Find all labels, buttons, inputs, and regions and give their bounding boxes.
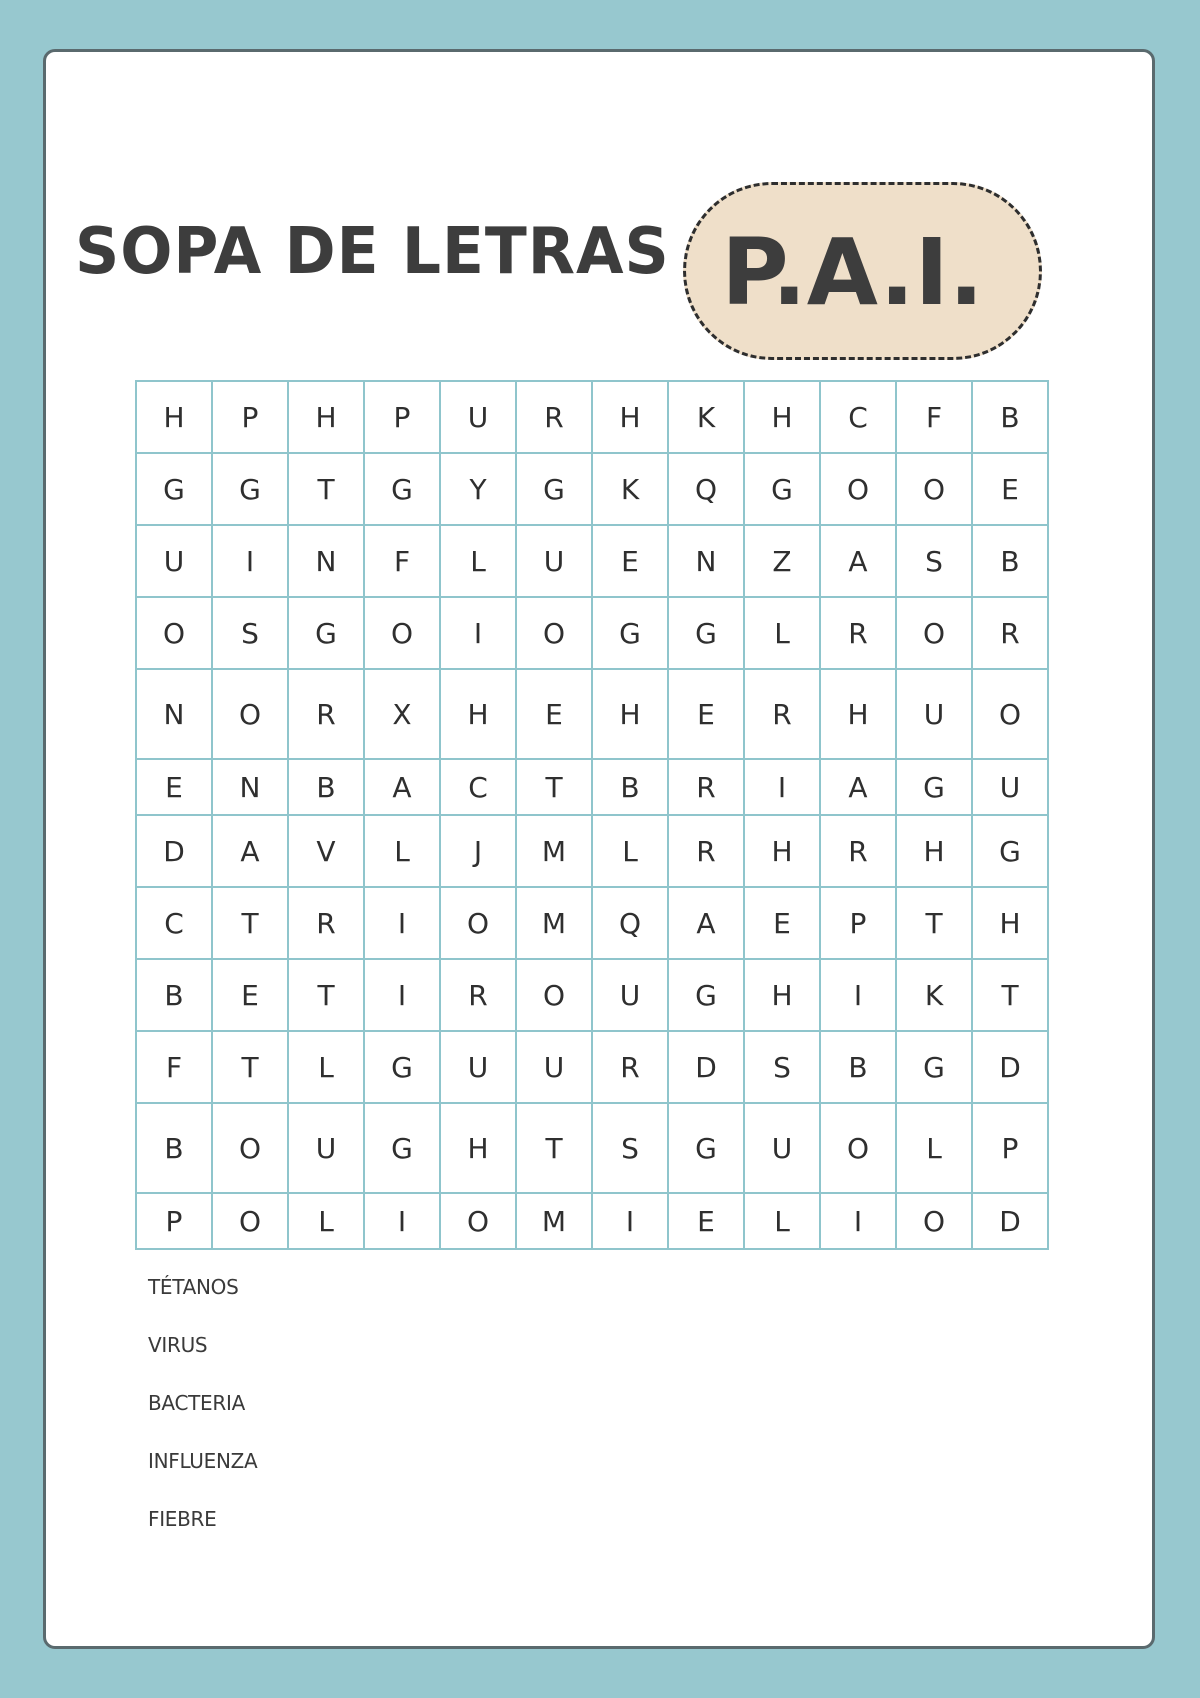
grid-cell[interactable]: D xyxy=(668,1031,744,1103)
grid-cell[interactable]: A xyxy=(212,815,288,887)
grid-cell[interactable]: P xyxy=(364,381,440,453)
grid-cell[interactable]: E xyxy=(972,453,1048,525)
pai-badge xyxy=(683,182,1042,360)
grid-cell[interactable]: K xyxy=(592,453,668,525)
grid-cell[interactable]: M xyxy=(516,815,592,887)
grid-cell[interactable]: R xyxy=(972,597,1048,669)
grid-row xyxy=(136,381,1048,453)
grid-row xyxy=(136,815,1048,887)
grid-cell[interactable]: A xyxy=(364,759,440,815)
grid-cell[interactable]: O xyxy=(440,887,516,959)
grid-row xyxy=(136,1193,1048,1249)
grid-cell[interactable]: A xyxy=(820,759,896,815)
grid-cell[interactable]: G xyxy=(972,815,1048,887)
grid-cell[interactable]: C xyxy=(136,887,212,959)
grid-cell[interactable]: T xyxy=(972,959,1048,1031)
grid-cell[interactable]: T xyxy=(516,1103,592,1193)
grid-cell[interactable]: E xyxy=(516,669,592,759)
grid-cell[interactable]: H xyxy=(744,381,820,453)
grid-cell[interactable]: H xyxy=(592,381,668,453)
grid-cell[interactable]: H xyxy=(440,669,516,759)
grid-cell[interactable]: H xyxy=(972,887,1048,959)
word-search-grid xyxy=(135,380,1049,1250)
grid-cell[interactable]: B xyxy=(136,959,212,1031)
grid-cell[interactable]: L xyxy=(288,1193,364,1249)
grid-cell[interactable]: O xyxy=(212,1193,288,1249)
grid-cell[interactable]: R xyxy=(668,815,744,887)
grid-cell[interactable]: G xyxy=(744,453,820,525)
grid-row xyxy=(136,759,1048,815)
grid-cell[interactable]: E xyxy=(668,1193,744,1249)
grid-cell[interactable]: L xyxy=(440,525,516,597)
grid-cell[interactable]: G xyxy=(212,453,288,525)
grid-cell[interactable]: K xyxy=(668,381,744,453)
grid-cell[interactable]: R xyxy=(592,1031,668,1103)
grid-cell[interactable]: L xyxy=(896,1103,972,1193)
grid-cell[interactable]: O xyxy=(972,669,1048,759)
grid-cell[interactable]: V xyxy=(288,815,364,887)
grid-cell[interactable]: F xyxy=(896,381,972,453)
grid-cell[interactable]: R xyxy=(820,815,896,887)
grid-cell[interactable]: H xyxy=(136,381,212,453)
grid-cell[interactable]: E xyxy=(212,959,288,1031)
grid-cell[interactable]: I xyxy=(364,887,440,959)
grid-cell[interactable]: D xyxy=(972,1193,1048,1249)
grid-cell[interactable]: O xyxy=(212,1103,288,1193)
grid-cell[interactable]: I xyxy=(364,1193,440,1249)
grid-cell[interactable]: P xyxy=(820,887,896,959)
grid-cell[interactable]: G xyxy=(896,759,972,815)
grid-cell[interactable]: F xyxy=(364,525,440,597)
grid-cell[interactable]: T xyxy=(516,759,592,815)
grid-cell[interactable]: G xyxy=(516,453,592,525)
grid-cell[interactable]: F xyxy=(136,1031,212,1103)
grid-cell[interactable]: O xyxy=(212,669,288,759)
grid-cell[interactable]: N xyxy=(668,525,744,597)
grid-cell[interactable]: I xyxy=(744,759,820,815)
grid-cell[interactable]: X xyxy=(364,669,440,759)
worksheet-title: SOPA DE LETRAS xyxy=(75,215,670,289)
grid-cell[interactable]: U xyxy=(288,1103,364,1193)
grid-row xyxy=(136,1103,1048,1193)
grid-cell[interactable]: L xyxy=(288,1031,364,1103)
grid-cell[interactable]: B xyxy=(972,525,1048,597)
grid-cell[interactable]: G xyxy=(136,453,212,525)
grid-cell[interactable]: L xyxy=(744,597,820,669)
grid-cell[interactable]: I xyxy=(440,597,516,669)
grid-cell[interactable]: N xyxy=(288,525,364,597)
grid-cell[interactable]: O xyxy=(440,1193,516,1249)
grid-cell[interactable]: H xyxy=(896,815,972,887)
grid-cell[interactable]: H xyxy=(592,669,668,759)
grid-cell[interactable]: T xyxy=(288,453,364,525)
grid-cell[interactable]: O xyxy=(364,597,440,669)
grid-cell[interactable]: R xyxy=(744,669,820,759)
grid-row xyxy=(136,959,1048,1031)
grid-cell[interactable]: U xyxy=(896,669,972,759)
grid-cell[interactable]: E xyxy=(744,887,820,959)
grid-cell[interactable]: H xyxy=(288,381,364,453)
word-list xyxy=(148,1275,257,1565)
grid-cell[interactable]: R xyxy=(668,759,744,815)
grid-cell[interactable]: P xyxy=(972,1103,1048,1193)
grid-cell[interactable]: N xyxy=(212,759,288,815)
grid-cell[interactable]: S xyxy=(212,597,288,669)
grid-cell[interactable]: Y xyxy=(440,453,516,525)
grid-cell[interactable]: E xyxy=(136,759,212,815)
grid-cell[interactable]: G xyxy=(896,1031,972,1103)
grid-cell[interactable]: J xyxy=(440,815,516,887)
grid-cell[interactable]: G xyxy=(668,959,744,1031)
grid-cell[interactable]: U xyxy=(592,959,668,1031)
grid-cell[interactable]: U xyxy=(136,525,212,597)
pai-badge-label: P.A.I. xyxy=(721,219,984,326)
grid-cell[interactable]: I xyxy=(592,1193,668,1249)
grid-row xyxy=(136,887,1048,959)
grid-cell[interactable]: G xyxy=(288,597,364,669)
grid-cell[interactable]: C xyxy=(440,759,516,815)
word-list-item: INFLUENZA xyxy=(148,1449,258,1473)
grid-cell[interactable]: O xyxy=(136,597,212,669)
grid-cell[interactable]: D xyxy=(972,1031,1048,1103)
grid-cell[interactable]: B xyxy=(592,759,668,815)
grid-cell[interactable]: T xyxy=(212,1031,288,1103)
grid-cell[interactable]: T xyxy=(288,959,364,1031)
grid-cell[interactable]: L xyxy=(364,815,440,887)
grid-cell[interactable]: B xyxy=(972,381,1048,453)
grid-cell[interactable]: A xyxy=(820,525,896,597)
grid-cell[interactable]: I xyxy=(364,959,440,1031)
grid-cell[interactable]: B xyxy=(288,759,364,815)
grid-cell[interactable]: I xyxy=(820,1193,896,1249)
grid-cell[interactable]: R xyxy=(288,887,364,959)
grid-cell[interactable]: O xyxy=(896,453,972,525)
grid-cell[interactable]: R xyxy=(820,597,896,669)
grid-cell[interactable]: O xyxy=(516,959,592,1031)
grid-cell[interactable]: E xyxy=(592,525,668,597)
grid-cell[interactable]: O xyxy=(820,453,896,525)
grid-cell[interactable]: U xyxy=(440,1031,516,1103)
grid-cell[interactable]: U xyxy=(516,525,592,597)
grid-cell[interactable]: T xyxy=(212,887,288,959)
grid-cell[interactable]: H xyxy=(820,669,896,759)
grid-cell[interactable]: C xyxy=(820,381,896,453)
grid-cell[interactable]: Z xyxy=(744,525,820,597)
grid-cell[interactable]: B xyxy=(820,1031,896,1103)
grid-row xyxy=(136,1031,1048,1103)
word-list-item: VIRUS xyxy=(148,1333,208,1357)
grid-cell[interactable]: S xyxy=(744,1031,820,1103)
grid-cell[interactable]: G xyxy=(364,1103,440,1193)
grid-cell[interactable]: G xyxy=(364,453,440,525)
word-list-item: BACTERIA xyxy=(148,1391,245,1415)
grid-cell[interactable]: U xyxy=(972,759,1048,815)
grid-row xyxy=(136,669,1048,759)
grid-cell[interactable]: M xyxy=(516,887,592,959)
grid-cell[interactable]: D xyxy=(136,815,212,887)
grid-cell[interactable]: B xyxy=(136,1103,212,1193)
grid-cell[interactable]: S xyxy=(896,525,972,597)
grid-cell[interactable]: R xyxy=(516,381,592,453)
grid-cell[interactable]: P xyxy=(212,381,288,453)
grid-cell[interactable]: L xyxy=(744,1193,820,1249)
grid-cell[interactable]: H xyxy=(744,959,820,1031)
grid-cell[interactable]: Q xyxy=(668,453,744,525)
grid-cell[interactable]: O xyxy=(896,597,972,669)
grid-cell[interactable]: U xyxy=(744,1103,820,1193)
grid-cell[interactable]: N xyxy=(136,669,212,759)
grid-cell[interactable]: M xyxy=(516,1193,592,1249)
grid-row xyxy=(136,525,1048,597)
grid-cell[interactable]: P xyxy=(136,1193,212,1249)
word-list-item: FIEBRE xyxy=(148,1507,217,1531)
grid-cell[interactable]: O xyxy=(516,597,592,669)
grid-cell[interactable]: R xyxy=(288,669,364,759)
grid-cell[interactable]: G xyxy=(592,597,668,669)
grid-cell[interactable]: G xyxy=(668,1103,744,1193)
grid-cell[interactable]: O xyxy=(896,1193,972,1249)
grid-cell[interactable]: H xyxy=(744,815,820,887)
grid-cell[interactable]: E xyxy=(668,669,744,759)
grid-row xyxy=(136,597,1048,669)
grid-row xyxy=(136,453,1048,525)
grid-cell[interactable]: G xyxy=(668,597,744,669)
grid-cell[interactable]: U xyxy=(440,381,516,453)
grid-cell[interactable]: T xyxy=(896,887,972,959)
grid-cell[interactable]: I xyxy=(820,959,896,1031)
grid-cell[interactable]: R xyxy=(440,959,516,1031)
grid-cell[interactable]: I xyxy=(212,525,288,597)
grid-cell[interactable]: Q xyxy=(592,887,668,959)
grid-cell[interactable]: O xyxy=(820,1103,896,1193)
grid-cell[interactable]: G xyxy=(364,1031,440,1103)
word-list-item: TÉTANOS xyxy=(148,1275,239,1299)
grid-cell[interactable]: A xyxy=(668,887,744,959)
grid-cell[interactable]: L xyxy=(592,815,668,887)
grid-cell[interactable]: K xyxy=(896,959,972,1031)
grid-cell[interactable]: U xyxy=(516,1031,592,1103)
grid-cell[interactable]: H xyxy=(440,1103,516,1193)
grid-cell[interactable]: S xyxy=(592,1103,668,1193)
